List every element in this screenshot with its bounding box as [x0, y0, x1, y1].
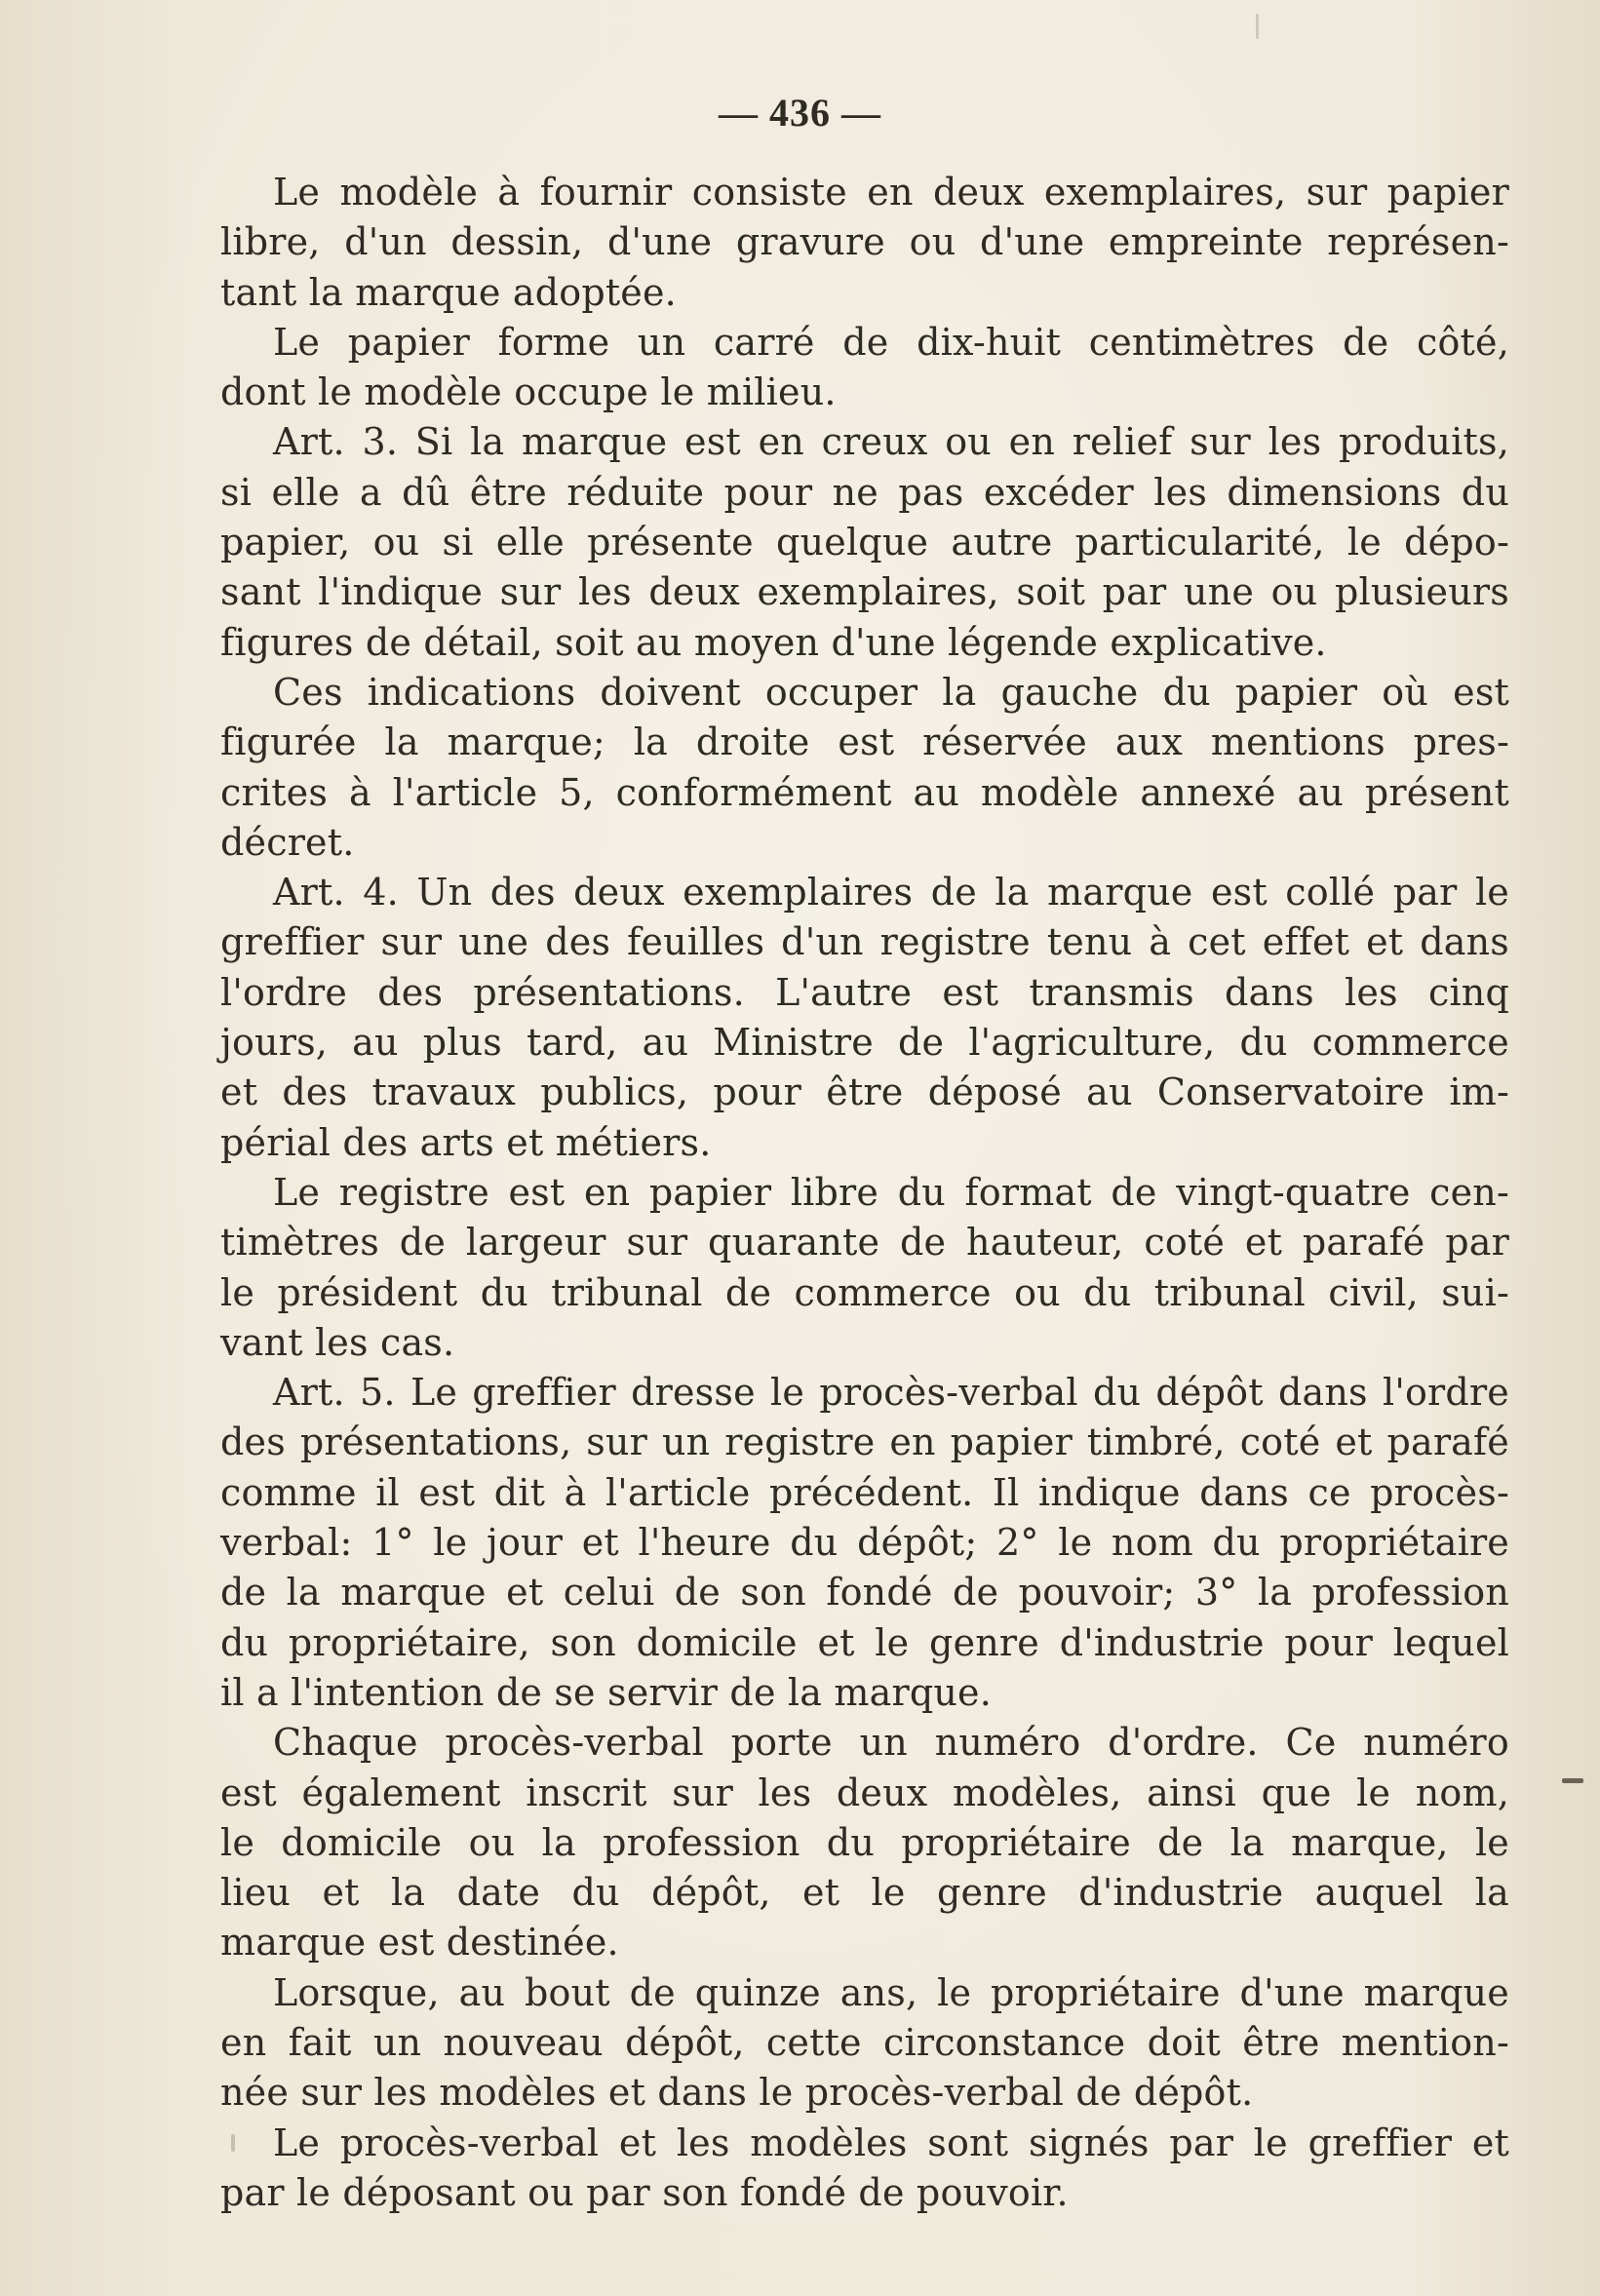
scan-mark: [1562, 1778, 1583, 1783]
text-line: née sur les modèles et dans le procès-verbal de dépôt.: [220, 2071, 1254, 2115]
text-line: timètres de largeur sur quarante de hauteur, coté et parafé par: [220, 1221, 1509, 1265]
text-line: figurée la marque; la droite est réservée aux mentions pres-: [220, 720, 1509, 764]
text-line: verbal: 1° le jour et l'heure du dépôt; 2° le nom du propriétaire: [220, 1521, 1509, 1565]
text-line: dont le modèle occupe le milieu.: [220, 370, 837, 414]
text-line: Art. 4. Un des deux exemplaires de la marque est collé par le: [273, 871, 1509, 915]
text-line: tant la marque adoptée.: [220, 270, 677, 314]
text-line: périal des arts et métiers.: [220, 1120, 712, 1164]
text-line: marque est destinée.: [220, 1921, 619, 1965]
text-line: des présentations, sur un registre en papier timbré, coté et parafé: [220, 1420, 1509, 1464]
text-line: en fait un nouveau dépôt, cette circonstance doit être mention-: [220, 2020, 1509, 2064]
text-line: Lorsque, au bout de quinze ans, le propriétaire d'une marque: [273, 1970, 1509, 2014]
text-line: vant les cas.: [220, 1320, 455, 1364]
text-line: Le modèle à fournir consiste en deux exemplaires, sur papier: [273, 171, 1509, 214]
text-line: Le registre est en papier libre du format de vingt-quatre cen-: [273, 1170, 1509, 1214]
text-line: comme il est dit à l'article précédent. Il indique dans ce procès-: [220, 1470, 1509, 1514]
scan-mark: [1256, 14, 1259, 39]
text-line: l'ordre des présentations. L'autre est transmis dans les cinq: [220, 970, 1509, 1014]
text-line: libre, d'un dessin, d'une gravure ou d'une empreinte représen-: [220, 220, 1509, 264]
text-line: du propriétaire, son domicile et le genre d'industrie pour lequel: [220, 1620, 1509, 1664]
text-line: le président du tribunal de commerce ou du tribunal civil, sui-: [220, 1270, 1509, 1314]
text-line: Art. 3. Si la marque est en creux ou en relief sur les produits,: [273, 420, 1509, 464]
text-line: papier, ou si elle présente quelque autre particularité, le dépo-: [220, 521, 1509, 564]
text-line: le domicile ou la profession du propriétaire de la marque, le: [220, 1820, 1509, 1864]
text-line: Art. 5. Le greffier dresse le procès-verbal du dépôt dans l'ordre: [273, 1371, 1509, 1415]
scan-mark: [231, 2134, 235, 2152]
text-line: Chaque procès-verbal porte un numéro d'ordre. Ce numéro: [273, 1721, 1509, 1765]
text-line: par le déposant ou par son fondé de pouvoir.: [220, 2170, 1069, 2214]
text-line: Le papier forme un carré de dix-huit centimètres de côté,: [273, 320, 1509, 364]
text-line: sant l'indique sur les deux exemplaires, soit par une ou plusieurs: [220, 570, 1509, 614]
text-line: si elle a dû être réduite pour ne pas excéder les dimensions du: [220, 470, 1509, 514]
text-line: jours, au plus tard, au Ministre de l'agriculture, du commerce: [220, 1021, 1509, 1065]
text-line: greffier sur une des feuilles d'un registre tenu à cet effet et dans: [220, 920, 1509, 964]
text-line: décret.: [220, 820, 355, 864]
text-line: est également inscrit sur les deux modèles, ainsi que le nom,: [220, 1771, 1509, 1814]
text-line: Le procès-verbal et les modèles sont signés par le greffier et: [273, 2121, 1509, 2164]
text-line: Ces indications doivent occuper la gauche du papier où est: [273, 670, 1509, 714]
text-line: il a l'intention de se servir de la marque.: [220, 1670, 993, 1714]
page-number: — 436 —: [719, 91, 881, 135]
text-line: et des travaux publics, pour être déposé au Conservatoire im-: [220, 1070, 1509, 1114]
text-line: lieu et la date du dépôt, et le genre d'industrie auquel la: [220, 1871, 1509, 1915]
text-line: figures de détail, soit au moyen d'une légende explicative.: [220, 620, 1327, 664]
body-text: [220, 168, 1509, 2218]
text-line: de la marque et celui de son fondé de pouvoir; 3° la profession: [220, 1571, 1509, 1615]
text-line: crites à l'article 5, conformément au modèle annexé au présent: [220, 770, 1509, 814]
